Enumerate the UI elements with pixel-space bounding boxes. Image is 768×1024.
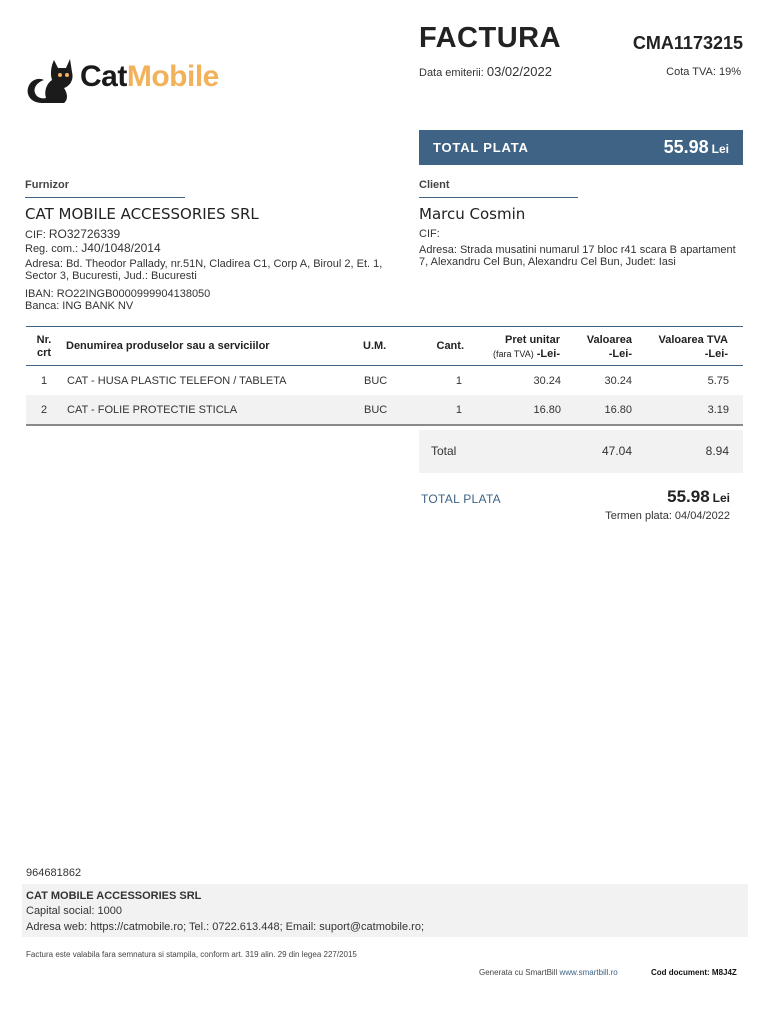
col-price (466, 333, 560, 361)
supplier-reg-label: Reg. com.: (25, 243, 79, 255)
client-divider (419, 197, 578, 198)
totals-label: Total (431, 444, 457, 458)
col-um: U.M. (363, 340, 387, 352)
supplier-cif (25, 228, 120, 241)
total-banner-label: TOTAL PLATA (433, 140, 529, 155)
col-vat-unit: -Lei- (704, 348, 728, 360)
totals-value: 47.04 (601, 444, 632, 458)
company-logo (24, 54, 254, 106)
smartbill-link[interactable]: www.smartbill.ro (559, 968, 618, 977)
issue-date-label: Data emiterii: (419, 67, 484, 79)
brand-name (80, 60, 219, 94)
cat-icon (24, 54, 76, 106)
generated-by-text: Generata cu SmartBill (479, 968, 558, 977)
client-heading: Client (419, 179, 450, 191)
supplier-name: CAT MOBILE ACCESSORIES SRL (25, 205, 259, 223)
cell-value: 16.80 (604, 404, 632, 416)
vat-rate-label: Cota TVA: (666, 66, 716, 78)
cell-price: 16.80 (533, 404, 561, 416)
brand-word-1: Cat (80, 60, 127, 93)
col-name: Denumirea produselor sau a serviciilor (66, 340, 270, 352)
grand-total-value: 55.98 (667, 487, 710, 506)
table-bottom-rule (26, 424, 743, 426)
col-value-unit: -Lei- (608, 348, 632, 360)
cell-name: CAT - HUSA PLASTIC TELEFON / TABLETA (67, 375, 287, 387)
cell-um: BUC (364, 404, 388, 416)
issue-date-value: 03/02/2022 (486, 64, 552, 79)
brand-word-2: Mobile (126, 60, 219, 93)
cell-nr: 2 (40, 404, 48, 416)
vat-rate-value: 19% (718, 66, 741, 78)
col-vat-line1: Valoarea TVA (658, 334, 728, 346)
invoice-title: FACTURA (419, 22, 562, 54)
table-row (26, 395, 743, 424)
supplier-iban: IBAN: RO22INGB0000999904138050 (25, 288, 211, 300)
total-banner-currency: Lei (711, 142, 729, 156)
cell-value: 30.24 (604, 375, 632, 387)
supplier-bank: Banca: ING BANK NV (25, 300, 134, 312)
issue-date (419, 64, 552, 79)
cell-vat: 5.75 (707, 375, 729, 387)
document-code-value: M8J4Z (711, 968, 737, 977)
generated-by (479, 968, 618, 977)
totals-vat: 8.94 (705, 444, 729, 458)
cell-vat: 3.19 (707, 404, 729, 416)
total-banner-amount (664, 137, 729, 158)
col-price-note: (fara TVA) (493, 349, 534, 359)
col-value (566, 333, 632, 361)
payment-due: Termen plata: 04/04/2022 (605, 510, 730, 522)
supplier-reg (25, 242, 161, 255)
supplier-cif-label: CIF: (25, 229, 46, 241)
supplier-divider (25, 197, 185, 198)
client-address: Adresa: Strada musatini numarul 17 bloc r41 scara B apartament 7, Alexandru Cel Bun, Alexandru Cel Bun, Judet: Iasi (419, 244, 736, 268)
supplier-reg-value: J40/1048/2014 (81, 241, 161, 255)
grand-total-amount (560, 487, 730, 507)
col-price-line1: Pret unitar (504, 334, 560, 346)
cell-price: 30.24 (533, 375, 561, 387)
document-code-label: Cod document: (651, 968, 710, 977)
cell-nr: 1 (40, 375, 48, 387)
cell-qty: 1 (455, 404, 462, 416)
footer-contact: Adresa web: https://catmobile.ro; Tel.: 0722.613.448; Email: suport@catmobile.ro; (26, 921, 425, 933)
legal-note: Factura este valabila fara semnatura si stampila, conform art. 319 alin. 29 din legea 227/2015 (26, 950, 357, 959)
supplier-heading: Furnizor (25, 179, 69, 191)
document-code-number: 964681862 (26, 867, 82, 879)
cell-qty: 1 (455, 375, 462, 387)
grand-total-label: TOTAL PLATA (421, 492, 501, 506)
col-price-unit: -Lei- (536, 348, 560, 360)
vat-rate (560, 66, 741, 78)
footer-capital: Capital social: 1000 (26, 905, 123, 917)
col-value-line1: Valoarea (586, 334, 632, 346)
cell-um: BUC (364, 375, 388, 387)
table-header (26, 326, 743, 366)
footer-company-box (22, 884, 748, 937)
client-cif: CIF: (419, 228, 440, 240)
cell-name: CAT - FOLIE PROTECTIE STICLA (67, 404, 238, 416)
grand-total-currency: Lei (712, 491, 730, 505)
client-name: Marcu Cosmin (419, 205, 526, 223)
total-banner-value: 55.98 (663, 137, 709, 157)
table-row (26, 366, 743, 395)
col-qty: Cant. (436, 340, 464, 352)
total-banner (419, 130, 743, 165)
totals-row (419, 430, 743, 473)
supplier-address: Adresa: Bd. Theodor Pallady, nr.51N, Cladirea C1, Corp A, Biroul 2, Et. 1, Sector 3, Bucuresti, Jud.: Bucuresti (25, 258, 383, 282)
items-table (26, 326, 743, 426)
col-vat (636, 333, 728, 361)
supplier-cif-value: RO32726339 (48, 227, 121, 241)
col-nr-line2: crt (36, 347, 52, 359)
col-nr (26, 334, 62, 360)
document-code (651, 968, 737, 977)
footer-company-name: CAT MOBILE ACCESSORIES SRL (26, 890, 202, 902)
invoice-number: CMA1173215 (632, 33, 743, 53)
col-nr-line1: Nr. (36, 334, 52, 346)
